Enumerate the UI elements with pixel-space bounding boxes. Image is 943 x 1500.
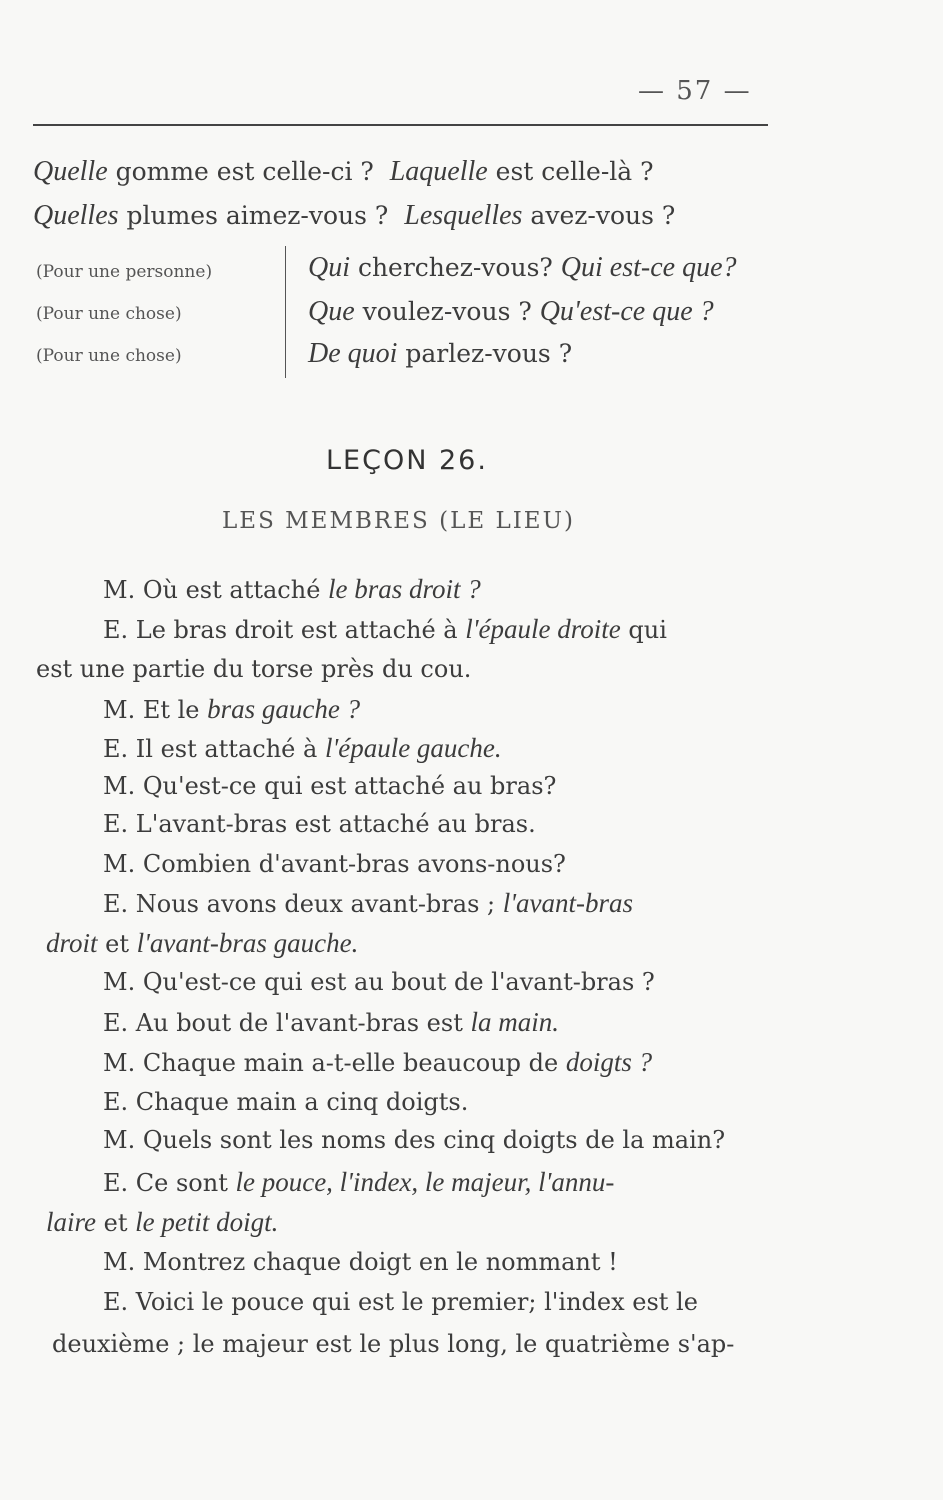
pronoun-row-2 <box>308 296 714 328</box>
pronoun-row-1 <box>308 252 737 284</box>
question-row-1 <box>33 156 654 188</box>
pronoun-qui-est-ce-que: Qui est-ce que? <box>560 252 737 283</box>
pronoun-hint-3: (Pour une chose) <box>36 346 182 366</box>
dialogue-line <box>103 694 360 725</box>
dialogue-italic: doigts ? <box>565 1047 653 1077</box>
dialogue-text: M. Et le <box>103 696 208 724</box>
interrogative-laquelle: Laquelle <box>389 156 488 187</box>
header-rule <box>33 124 768 126</box>
dialogue-text: E. Le bras droit est attaché à <box>103 616 466 644</box>
dialogue-line <box>103 772 556 800</box>
dialogue-italic: le petit doigt. <box>135 1207 279 1237</box>
dialogue-italic: bras gauche ? <box>207 694 361 724</box>
dialogue-text: E. L'avant-bras est attaché au bras. <box>103 810 536 838</box>
dialogue-line <box>103 1088 468 1116</box>
dialogue-text: E. Ce sont <box>103 1169 236 1197</box>
dialogue-italic: l'avant-bras gauche. <box>136 928 359 958</box>
dialogue-italic: l'avant-bras <box>502 888 634 918</box>
dialogue-line <box>52 1330 734 1358</box>
dialogue-text: et <box>96 1209 136 1237</box>
dialogue-text: deuxième ; le majeur est le plus long, le quatrième s'ap- <box>52 1330 735 1358</box>
dialogue-line <box>103 614 667 645</box>
dialogue-text: M. Montrez chaque doigt en le nommant ! <box>103 1248 618 1276</box>
dialogue-line <box>103 888 633 919</box>
question-text-4: avez-vous ? <box>522 201 676 230</box>
dialogue-line <box>103 733 502 764</box>
dialogue-italic: l'épaule droite <box>465 614 621 644</box>
dialogue-text: E. Voici le pouce qui est le premier; l'index est le <box>103 1288 698 1316</box>
dialogue-line <box>36 655 471 683</box>
question-row-2 <box>33 200 675 232</box>
dialogue-text: E. Au bout de l'avant-bras est <box>103 1009 471 1037</box>
pronoun-row-3 <box>308 338 572 370</box>
question-text-2: est celle-là ? <box>487 157 654 186</box>
pronoun-text-1: cherchez-vous? <box>350 253 561 282</box>
question-text-3: plumes aimez-vous ? <box>118 201 389 230</box>
pronoun-text-2: voulez-vous ? <box>354 297 540 326</box>
dialogue-line <box>103 810 536 838</box>
dialogue-text: E. Il est attaché à <box>103 735 325 763</box>
pronoun-text-3: parlez-vous ? <box>397 339 573 368</box>
dialogue-line <box>103 850 566 878</box>
pronoun-brace <box>285 246 286 378</box>
question-text-1: gomme est celle-ci ? <box>107 157 374 186</box>
dialogue-italic: droit <box>46 928 98 958</box>
interrogative-quelle: Quelle <box>33 156 108 187</box>
dialogue-text: M. Qu'est-ce qui est au bout de l'avant-bras ? <box>103 968 655 996</box>
dialogue-text: M. Chaque main a-t-elle beaucoup de <box>103 1049 566 1077</box>
dialogue-text: et <box>97 930 137 958</box>
lesson-title: LEÇON 26. <box>326 445 488 476</box>
dialogue-line <box>46 1207 278 1238</box>
dialogue-text: M. Qu'est-ce qui est attaché au bras? <box>103 772 557 800</box>
dialogue-text: E. Nous avons deux avant-bras ; <box>103 890 503 918</box>
dialogue-line <box>46 928 358 959</box>
pronoun-hint-1: (Pour une personne) <box>36 262 213 282</box>
pronoun-quest-ce-que: Qu'est-ce que ? <box>539 296 714 327</box>
dialogue-text: M. Combien d'avant-bras avons-nous? <box>103 850 566 878</box>
dialogue-line <box>103 1007 559 1038</box>
dialogue-line <box>103 968 655 996</box>
pronoun-qui: Qui <box>308 252 350 283</box>
dialogue-text: qui <box>620 616 667 644</box>
dialogue-italic: l'épaule gauche. <box>324 733 502 763</box>
dialogue-line <box>103 1126 725 1154</box>
dialogue-italic: la main. <box>470 1007 559 1037</box>
dialogue-line <box>103 1167 614 1198</box>
interrogative-quelles: Quelles <box>33 200 119 231</box>
interrogative-lesquelles: Lesquelles <box>404 200 523 231</box>
page-number: — 57 — <box>638 76 752 106</box>
dialogue-line <box>103 574 481 605</box>
dialogue-line <box>103 1047 652 1078</box>
dialogue-text: est une partie du torse près du cou. <box>36 655 472 683</box>
pronoun-de-quoi: De quoi <box>308 338 398 369</box>
pronoun-que: Que <box>308 296 355 327</box>
dialogue-text: M. Quels sont les noms des cinq doigts de la main? <box>103 1126 726 1154</box>
dialogue-italic: le pouce, l'index, le majeur, l'annu- <box>235 1167 615 1197</box>
lesson-subtitle: LES MEMBRES (LE LIEU) <box>222 508 575 534</box>
dialogue-line <box>103 1248 618 1276</box>
dialogue-italic: laire <box>46 1207 96 1237</box>
dialogue-line <box>103 1288 698 1316</box>
dialogue-italic: le bras droit ? <box>328 574 481 604</box>
dialogue-text: E. Chaque main a cinq doigts. <box>103 1088 469 1116</box>
dialogue-text: M. Où est attaché <box>103 576 329 604</box>
pronoun-hint-2: (Pour une chose) <box>36 304 182 324</box>
